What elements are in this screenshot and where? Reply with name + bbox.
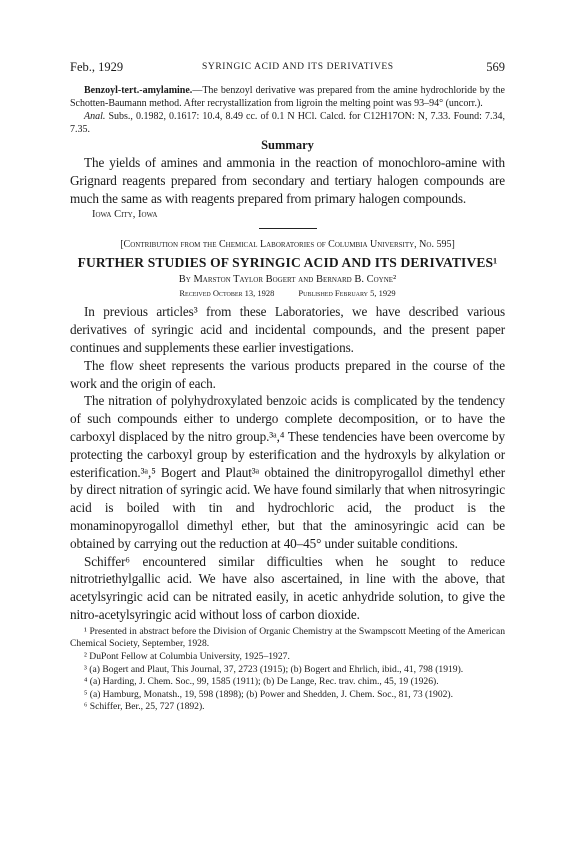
footnote: ³ (a) Bogert and Plaut, This Journal, 37, 2723 (1915); (b) Bogert and Ehrlich, ibid., 41, 798 (1919).	[84, 663, 464, 675]
section-divider	[259, 228, 317, 229]
analysis-label: Anal.	[84, 111, 106, 122]
running-header	[70, 60, 505, 76]
header-running-title: SYRINGIC ACID AND ITS DERIVATIVES	[202, 62, 394, 72]
footnote: ¹ Presented in abstract before the Division of Organic Chemistry at the Swampscott Meeting of the American Chemical Society, September, 1928.	[70, 625, 505, 650]
body-paragraph: Schiffer⁶ encountered similar difficulties when he sought to reduce nitrotriethylgallic acid. We have also ascertained, in line with the above, that acetylsyringic acid can be nitrated easily, in acetic anhydride solution, to give the nitro-acetylsyringic acid without loss of carbon dioxide.	[70, 553, 505, 622]
published-date: Published February 5, 1929	[298, 288, 396, 299]
article-dates	[70, 287, 505, 299]
footnote: ⁶ Schiffer, Ber., 25, 727 (1892).	[84, 701, 205, 713]
analysis-line	[70, 110, 505, 136]
body-paragraph: The flow sheet represents the various products prepared in the course of the work and the origin of each.	[70, 357, 505, 391]
contribution-line: [Contribution from the Chemical Laboratories of Columbia University, No. 595]	[120, 239, 455, 251]
header-date: Feb., 1929	[70, 60, 124, 74]
location-line: Iowa City, Iowa	[92, 209, 158, 221]
footnote: ⁵ (a) Hamburg, Monatsh., 19, 598 (1898); (b) Power and Shedden, J. Chem. Soc., 81, 73 (1902).	[84, 688, 454, 700]
page-content	[70, 84, 505, 714]
body-paragraph: In previous articles³ from these Laboratories, we have described various derivatives of syringic acid and incidental compounds, and the present paper continues and supplements these earlier investigations.	[70, 304, 505, 355]
summary-text: The yields of amines and ammonia in the reaction of monochloro-amine with Grignard reagents prepared from secondary and tertiary halogen compounds are much the same as with reagents prepared from primary halogen compounds.	[70, 155, 505, 206]
summary-heading: Summary	[261, 138, 314, 152]
received-date: Received October 13, 1928	[179, 288, 275, 299]
article-title: FURTHER STUDIES OF SYRINGIC ACID AND ITS DERIVATIVES¹	[77, 255, 498, 271]
compound-name: Benzoyl-tert.-amylamine.	[84, 85, 193, 96]
amine-text: —The benzoyl derivative was prepared from the amine hydrochloride by the Schotten-Baumann method. After recrystallization from ligroin the melting point was 93–94° (uncorr.).	[70, 85, 505, 109]
footnote: ⁴ (a) Harding, J. Chem. Soc., 99, 1585 (1911); (b) De Lange, Rec. trav. chim., 45, 19 (1926).	[84, 676, 439, 688]
article-authors: By Marston Taylor Bogert and Bernard B. Coyne²	[178, 274, 397, 286]
analysis-text: Subs., 0.1982, 0.1617: 10.4, 8.49 cc. of 0.1 N HCl. Calcd. for C12H17ON: N, 7.33. Found: 7.34, 7.35.	[70, 111, 505, 135]
footnote: ² DuPont Fellow at Columbia University, 1925–1927.	[84, 650, 290, 662]
body-paragraph: The nitration of polyhydroxylated benzoic acids is complicated by the tendency of such compounds either to undergo complete decomposition, or to have the carboxyl displaced by the nitro group.³ᵃ,⁴ These tendencies have been overcome by protecting the carboxyl group by esterification and the hydroxyls by alkylation or esterification.³ᵃ,⁵ Bogert and Plaut³ᵃ obtained the dinitropyrogallol dimethyl ether by direct nitration of syringic acid. We have found similarly that when nitrosyringic acid is boiled with tin and hydrochloric acid, the product is the monaminopyrogallol dimethyl ether, but that the aminosyringic acid can be obtained by carrying out the reduction at 40–45° under suitable conditions.	[70, 393, 505, 551]
amine-paragraph	[70, 84, 505, 110]
header-page-number: 569	[486, 60, 505, 74]
